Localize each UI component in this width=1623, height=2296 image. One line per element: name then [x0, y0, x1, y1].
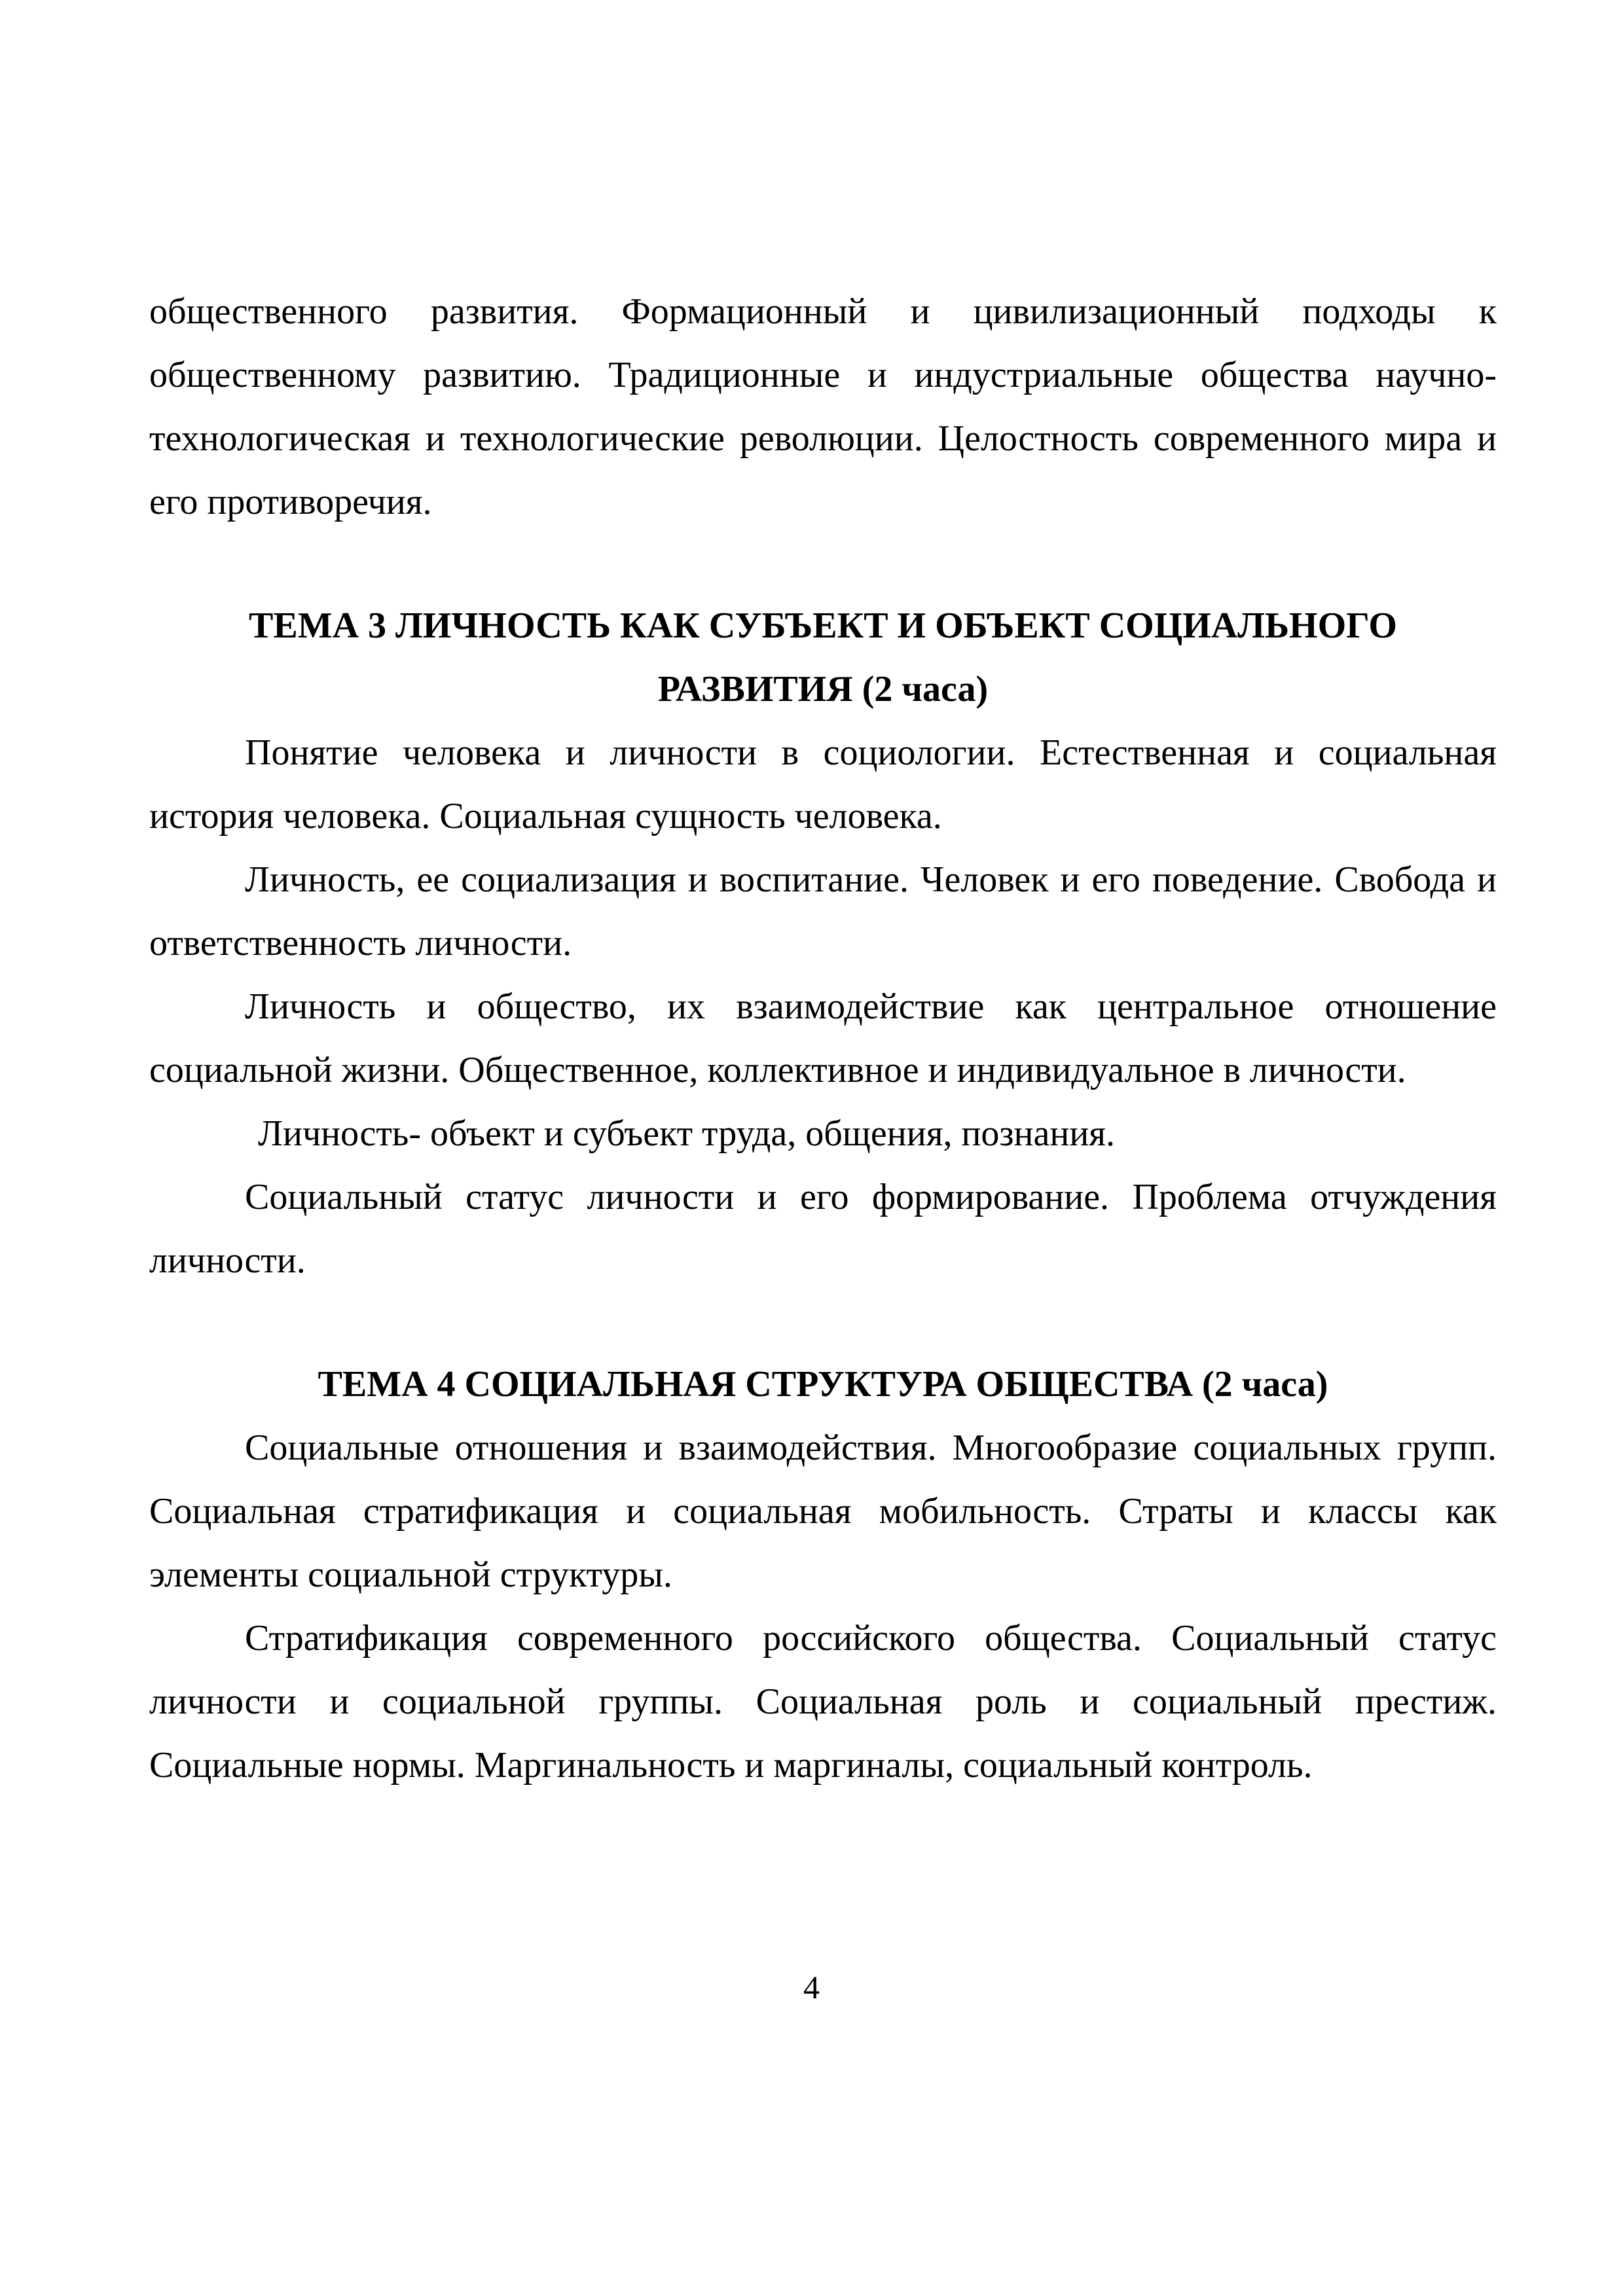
topic3-paragraph: Личность, ее социализация и воспитание. Человек и его поведение. Свобода и ответственность личности. [149, 859, 1497, 963]
topic3-paragraph: Социальный статус личности и его формирование. Проблема отчуждения личности. [149, 1177, 1497, 1281]
topic3-paragraph: Личность- объект и субъект труда, общения, познания. [258, 1113, 1116, 1154]
page-content [149, 280, 1497, 1797]
topic4-paragraph: Стратификация современного российского общества. Социальный статус личности и социальной группы. Социальная роль и социальный престиж. Социальные нормы. Маргинальность и маргиналы, социальный контроль. [149, 1618, 1497, 1785]
topic4-heading: ТЕМА 4 СОЦИАЛЬНАЯ СТРУКТУРА ОБЩЕСТВА (2 часа) [318, 1364, 1328, 1405]
topic3-heading-line2: РАЗВИТИЯ (2 часа) [657, 669, 989, 709]
topic3-paragraph: Понятие человека и личности в социологии. Естественная и социальная история человека. Социальная сущность человека. [149, 732, 1497, 836]
topic3-heading-line1: ТЕМА 3 ЛИЧНОСТЬ КАК СУБЪЕКТ И ОБЪЕКТ СОЦИАЛЬНОГО [249, 605, 1397, 646]
topic3-paragraph: Личность и общество, их взаимодействие как центральное отношение социальной жизни. Общественное, коллективное и индивидуальное в личности. [149, 986, 1497, 1090]
intro-paragraph: общественного развития. Формационный и цивилизационный подходы к общественному развитию. Традиционные и индустриальные общества научно-технологическая и технологические революции. Целостность современного мира и его противоречия. [149, 291, 1497, 522]
topic4-paragraph: Социальные отношения и взаимодействия. Многообразие социальных групп. Социальная стратификация и социальная мобильность. Страты и классы как элементы социальной структуры. [149, 1427, 1497, 1595]
topic3-heading [149, 594, 1497, 721]
page-number: 4 [803, 1969, 820, 2005]
